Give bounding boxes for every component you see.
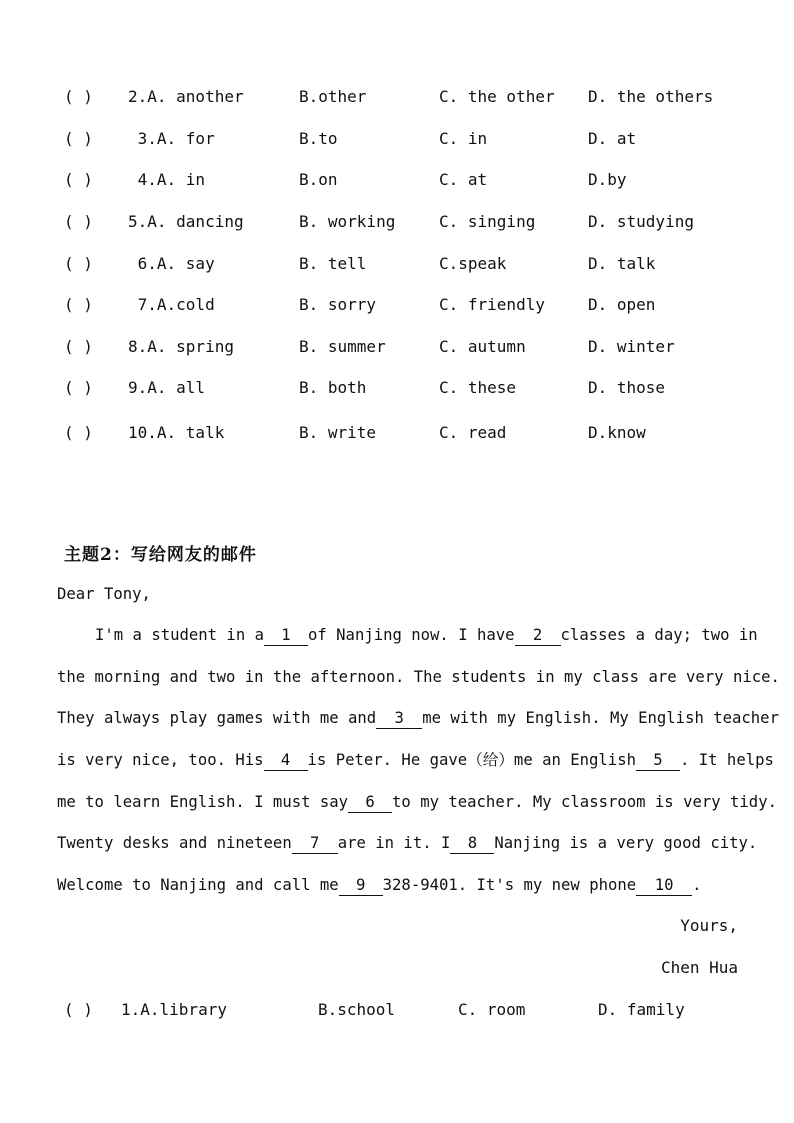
option-b: B.on — [299, 170, 338, 189]
option-a: 1.A.library — [121, 1000, 227, 1019]
letter-line — [57, 790, 777, 814]
option-b: B. write — [299, 423, 377, 442]
question-row — [64, 376, 764, 400]
option-a: 3.A. for — [128, 129, 215, 148]
option-a: 2.A. another — [128, 87, 244, 106]
letter-text: . — [692, 876, 702, 894]
question-row — [64, 252, 764, 276]
question-row — [64, 168, 764, 192]
option-c: C. at — [439, 170, 488, 189]
option-b: B. summer — [299, 337, 386, 356]
letter-text: the morning and two in the afternoon. The students in my class are very nice. — [57, 668, 780, 686]
blank-10[interactable]: 10 — [636, 875, 692, 896]
question-row — [64, 998, 764, 1022]
option-b: B.other — [299, 87, 367, 106]
option-b: B. sorry — [299, 295, 377, 314]
option-b: B. tell — [299, 254, 367, 273]
letter-text: Twenty desks and nineteen — [57, 834, 292, 852]
blank-1[interactable]: 1 — [264, 625, 308, 646]
option-d: D. winter — [588, 337, 675, 356]
option-d: D. open — [588, 295, 656, 314]
option-c: C. these — [439, 378, 517, 397]
option-d: D.know — [588, 423, 646, 442]
question-row — [64, 421, 764, 445]
letter-text: to my teacher. My classroom is very tidy. — [392, 793, 777, 811]
letter-greeting — [57, 582, 747, 606]
letter-text: is very nice, too. His — [57, 751, 264, 769]
letter-text: classes a day; two in — [560, 626, 758, 644]
option-a: 7.A.cold — [128, 295, 215, 314]
greeting-text: Dear Tony, — [57, 585, 151, 603]
blank-6[interactable]: 6 — [348, 792, 392, 813]
blank-4[interactable]: 4 — [264, 750, 308, 771]
blank-5[interactable]: 5 — [636, 750, 680, 771]
option-c: C.speak — [439, 254, 507, 273]
answer-bracket: ( ) — [64, 87, 93, 106]
letter-text: of Nanjing now. I have — [308, 626, 515, 644]
blank-8[interactable]: 8 — [450, 833, 494, 854]
question-row — [64, 210, 764, 234]
option-b: B.school — [318, 1000, 396, 1019]
letter-text: Welcome to Nanjing and call me — [57, 876, 339, 894]
answer-bracket: ( ) — [64, 423, 93, 442]
option-d: D. talk — [588, 254, 656, 273]
letter-line — [57, 665, 780, 689]
letter-text: I'm a student in a — [95, 626, 264, 644]
answer-bracket: ( ) — [64, 212, 93, 231]
letter-text: They always play games with me and — [57, 709, 377, 727]
option-c: C. the other — [439, 87, 555, 106]
option-a: 8.A. spring — [128, 337, 234, 356]
option-d: D. at — [588, 129, 637, 148]
option-c: C. in — [439, 129, 488, 148]
letter-text: 328-9401. It's my new phone — [382, 876, 637, 894]
question-row — [64, 335, 764, 359]
letter-text: are in it. I — [337, 834, 451, 852]
option-a: 10.A. talk — [128, 423, 225, 442]
option-a: 5.A. dancing — [128, 212, 244, 231]
option-a: 6.A. say — [128, 254, 215, 273]
option-b: B. working — [299, 212, 396, 231]
option-c: C. singing — [439, 212, 536, 231]
answer-bracket: ( ) — [64, 378, 93, 397]
question-row — [64, 293, 764, 317]
answer-bracket: ( ) — [64, 1000, 93, 1019]
option-b: B. both — [299, 378, 367, 397]
option-d: D. studying — [588, 212, 694, 231]
letter-text: is Peter. He gave（给）me an English — [307, 751, 636, 769]
letter-text: . It helps — [679, 751, 774, 769]
letter-text: Nanjing is a very good city. — [494, 834, 758, 852]
option-d: D. family — [598, 1000, 685, 1019]
letter-line — [57, 748, 774, 772]
answer-bracket: ( ) — [64, 129, 93, 148]
option-c: C. room — [458, 1000, 526, 1019]
blank-3[interactable]: 3 — [376, 708, 422, 729]
option-c: C. read — [439, 423, 507, 442]
letter-signature: Chen Hua — [660, 958, 738, 977]
letter-line — [57, 831, 758, 855]
blank-9[interactable]: 9 — [339, 875, 383, 896]
option-d: D. the others — [588, 87, 714, 106]
letter-line — [57, 706, 779, 730]
answer-bracket: ( ) — [64, 337, 93, 356]
option-a: 4.A. in — [128, 170, 206, 189]
question-row — [64, 85, 764, 109]
letter-text: me to learn English. I must say — [57, 793, 349, 811]
option-b: B.to — [299, 129, 338, 148]
letter-closing: Yours, — [680, 916, 738, 935]
letter-text: me with my English. My English teacher — [422, 709, 779, 727]
option-c: C. friendly — [439, 295, 545, 314]
answer-bracket: ( ) — [64, 295, 93, 314]
section-title: 主题2：写给网友的邮件 — [64, 545, 257, 565]
answer-bracket: ( ) — [64, 254, 93, 273]
option-a: 9.A. all — [128, 378, 206, 397]
option-c: C. autumn — [439, 337, 526, 356]
blank-2[interactable]: 2 — [515, 625, 561, 646]
letter-line — [57, 873, 747, 897]
option-d: D.by — [588, 170, 627, 189]
letter-line — [95, 623, 785, 647]
blank-7[interactable]: 7 — [292, 833, 338, 854]
answer-bracket: ( ) — [64, 170, 93, 189]
option-d: D. those — [588, 378, 666, 397]
question-row — [64, 127, 764, 151]
